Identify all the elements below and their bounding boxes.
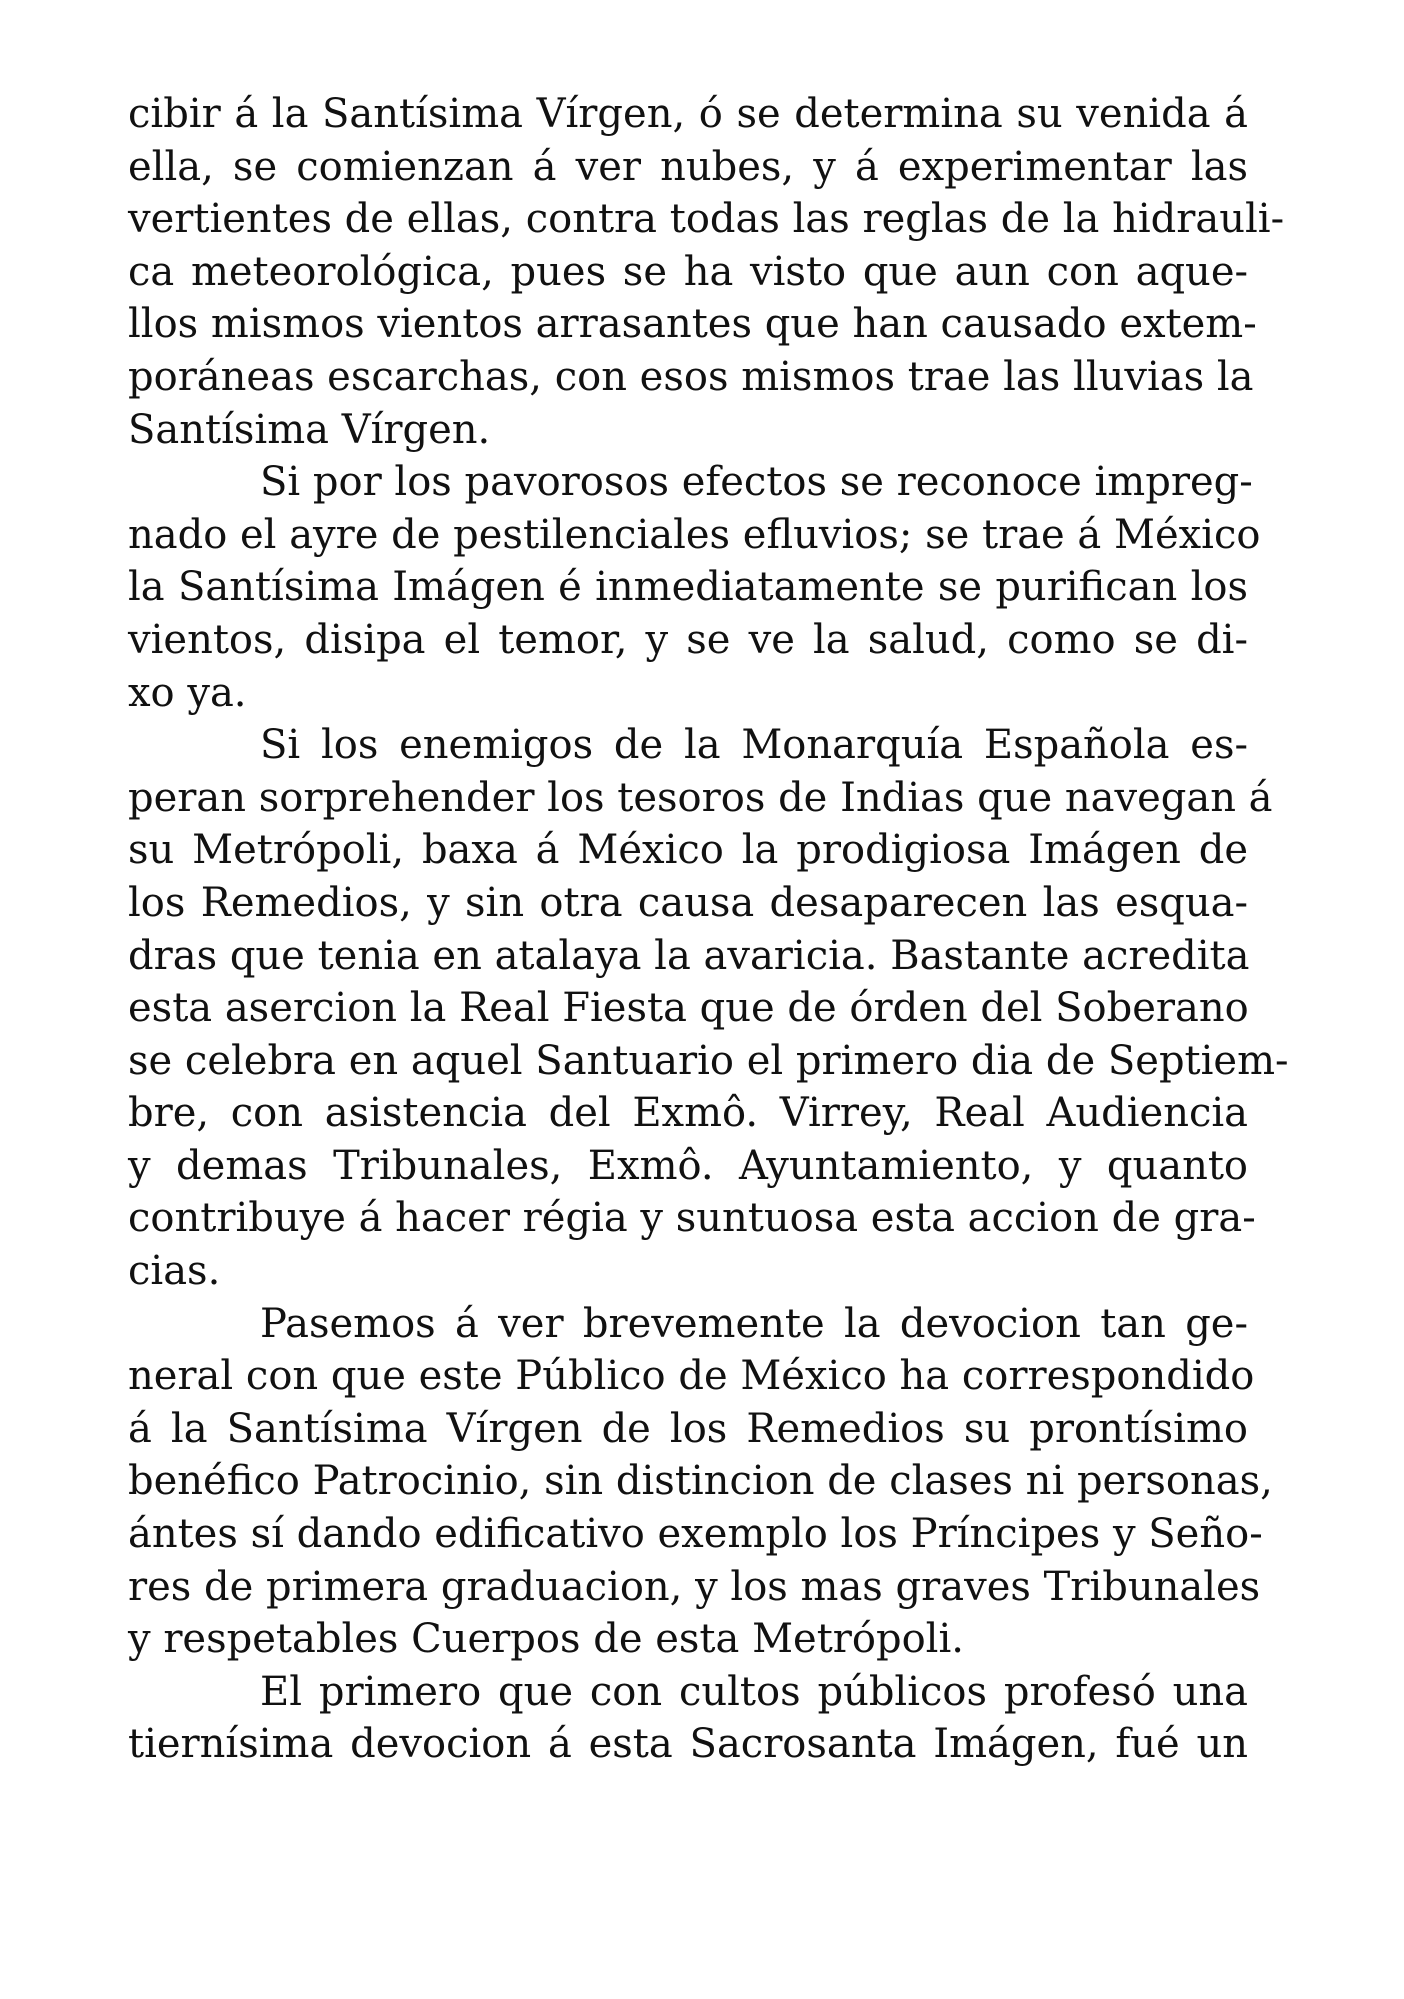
text-line: dras que tenia en atalaya la avaricia. Bastante acredita	[128, 932, 1250, 979]
paragraph	[128, 1666, 1248, 1771]
paragraph	[128, 719, 1289, 1298]
text-line: vientos, disipa el temor, y se ve la salud, como se di-	[128, 616, 1248, 663]
text-line: El primero que con cultos públicos profesó una	[260, 1668, 1248, 1715]
text-line: contribuye á hacer régia y suntuosa esta accion de gra-	[128, 1195, 1256, 1242]
text-line: bre, con asistencia del Exmô. Virrey, Real Audiencia	[128, 1090, 1248, 1137]
text-line: ca meteorológica, pues se ha visto que aun con aque-	[128, 248, 1248, 295]
text-line: cias.	[128, 1248, 221, 1295]
text-line: su Metrópoli, baxa á México la prodigiosa Imágen de	[128, 827, 1248, 874]
text-line: Si los enemigos de la Monarquía Española es-	[260, 722, 1248, 769]
text-line: ella, se comienzan á ver nubes, y á experimentar las	[128, 143, 1248, 190]
text-line: y demas Tribunales, Exmô. Ayuntamiento, y quanto	[128, 1142, 1248, 1189]
paragraph	[128, 1298, 1273, 1666]
text-line: llos mismos vientos arrasantes que han causado extem-	[128, 301, 1257, 348]
text-line: nado el ayre de pestilenciales efluvios; se trae á México	[128, 511, 1261, 558]
text-line: Pasemos á ver brevemente la devocion tan ge-	[260, 1300, 1248, 1347]
text-line: xo ya.	[128, 669, 247, 716]
text-line: poráneas escarchas, con esos mismos trae las lluvias la	[128, 353, 1254, 400]
text-line: Si por los pavorosos efectos se reconoce impreg-	[260, 459, 1253, 506]
text-line: se celebra en aquel Santuario el primero dia de Septiem-	[128, 1037, 1289, 1084]
paragraph	[128, 88, 1285, 456]
text-line: vertientes de ellas, contra todas las reglas de la hidrauli-	[128, 196, 1285, 243]
text-line: y respetables Cuerpos de esta Metrópoli.	[128, 1616, 964, 1663]
paragraph	[128, 456, 1261, 719]
text-line: peran sorprehender los tesoros de Indias que navegan á	[128, 774, 1273, 821]
body-text	[128, 88, 1289, 1771]
text-line: á la Santísima Vírgen de los Remedios su prontísimo	[128, 1405, 1248, 1452]
text-line: res de primera graduacion, y los mas graves Tribunales	[128, 1563, 1261, 1610]
text-line: Santísima Vírgen.	[128, 406, 491, 453]
text-line: neral con que este Público de México ha correspondido	[128, 1353, 1255, 1400]
text-line: ántes sí dando edificativo exemplo los Príncipes y Seño-	[128, 1511, 1263, 1558]
text-line: cibir á la Santísima Vírgen, ó se determina su venida á	[128, 91, 1248, 137]
text-line: la Santísima Imágen é inmediatamente se purifican los	[128, 564, 1248, 611]
text-line: tiernísima devocion á esta Sacrosanta Imágen, fué un	[128, 1721, 1248, 1768]
text-line: benéfico Patrocinio, sin distincion de clases ni personas,	[128, 1458, 1273, 1505]
text-line: los Remedios, y sin otra causa desaparecen las esqua-	[128, 879, 1248, 926]
text-line: esta asercion la Real Fiesta que de órden del Soberano	[128, 985, 1249, 1032]
